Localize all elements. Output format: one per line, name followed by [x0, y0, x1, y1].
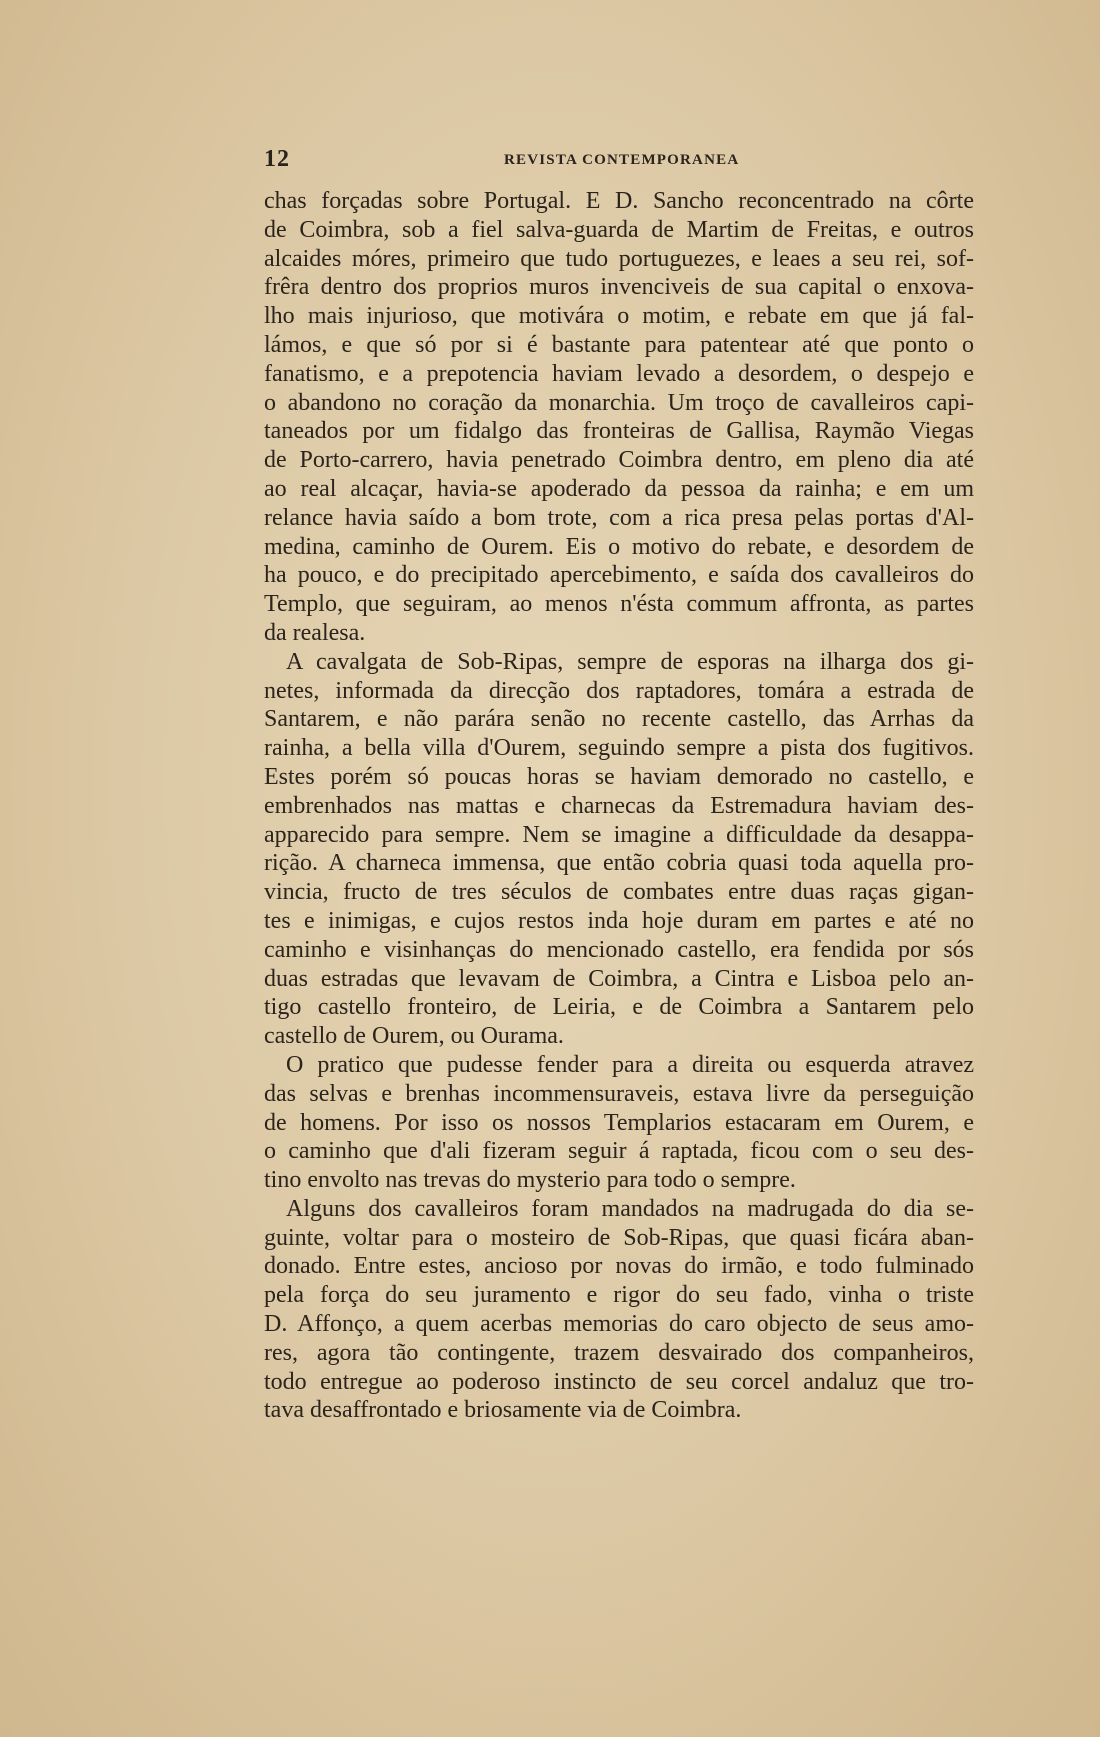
text-line: alcaides móres, primeiro que tudo portuguezes, e leaes a seu rei, sof- — [264, 245, 974, 272]
text-line: da realesa. — [264, 619, 366, 646]
text-line: caminho e visinhanças do mencionado castello, era fendida por sós — [264, 936, 974, 963]
text-line: frêra dentro dos proprios muros invenciveis de sua capital o enxova- — [264, 274, 974, 301]
text-line: de Coimbra, sob a fiel salva-guarda de Martim de Freitas, e outros — [264, 216, 974, 243]
text-line: de homens. Por isso os nossos Templarios estacaram em Ourem, e — [264, 1109, 974, 1136]
text-line: rainha, a bella villa d'Ourem, seguindo sempre a pista dos fugitivos. — [264, 735, 974, 762]
text-line: taneados por um fidalgo das fronteiras de Gallisa, Raymão Viegas — [264, 418, 974, 445]
text-line: D. Affonço, a quem acerbas memorias do caro objecto de seus amo- — [264, 1311, 974, 1338]
text-line: medina, caminho de Ourem. Eis o motivo do rebate, e desordem de — [264, 533, 974, 560]
text-line: pela força do seu juramento e rigor do seu fado, vinha o triste — [264, 1282, 974, 1309]
text-line: o caminho que d'ali fizeram seguir á raptada, ficou com o seu des- — [264, 1138, 974, 1165]
text-line: netes, informada da direcção dos raptadores, tomára a estrada de — [264, 677, 974, 704]
text-line: Santarem, e não parára senão no recente castello, das Arrhas da — [264, 706, 974, 733]
text-line: o abandono no coração da monarchia. Um troço de cavalleiros capi- — [264, 389, 974, 416]
text-line: tava desaffrontado e briosamente via de Coimbra. — [264, 1397, 742, 1424]
page-header — [264, 146, 974, 178]
text-line: donado. Entre estes, ancioso por novas do irmão, e todo fulminado — [264, 1253, 974, 1280]
text-line: rição. A charneca immensa, que então cobria quasi toda aquella pro- — [264, 850, 974, 877]
text-line: duas estradas que levavam de Coimbra, a Cintra e Lisboa pelo an- — [264, 965, 974, 992]
text-line: Estes porém só poucas horas se haviam demorado no castello, e — [264, 763, 974, 790]
text-line: de Porto-carrero, havia penetrado Coimbra dentro, em pleno dia até — [264, 447, 974, 474]
page-number: 12 — [264, 146, 290, 172]
text-line: guinte, voltar para o mosteiro de Sob-Ripas, que quasi ficára aban- — [264, 1224, 974, 1251]
text-line: lámos, e que só por si é bastante para patentear até que ponto o — [264, 331, 974, 358]
text-line: vincia, fructo de tres séculos de combates entre duas raças gigan- — [264, 879, 974, 906]
text-line: relance havia saído a bom trote, com a rica presa pelas portas d'Al- — [264, 504, 974, 531]
body-text — [264, 187, 974, 1425]
text-line: apparecido para sempre. Nem se imagine a difficuldade da desappa- — [264, 821, 974, 848]
text-line: O pratico que pudesse fender para a direita ou esquerda atravez — [286, 1051, 974, 1078]
text-line: tino envolto nas trevas do mysterio para todo o sempre. — [264, 1167, 796, 1194]
text-line: ao real alcaçar, havia-se apoderado da pessoa da rainha; e em um — [264, 475, 974, 502]
text-line: fanatismo, e a prepotencia haviam levado a desordem, o despejo e — [264, 360, 974, 387]
text-line: Alguns dos cavalleiros foram mandados na madrugada do dia se- — [286, 1195, 974, 1222]
text-line: chas forçadas sobre Portugal. E D. Sancho reconcentrado na côrte — [264, 188, 974, 214]
text-line: res, agora tão contingente, trazem desvairado dos companheiros, — [264, 1339, 974, 1366]
text-line: ha pouco, e do precipitado apercebimento, e saída dos cavalleiros do — [264, 562, 974, 589]
text-line: tigo castello fronteiro, de Leiria, e de Coimbra a Santarem pelo — [264, 994, 974, 1021]
text-line: lho mais injurioso, que motivára o motim, e rebate em que já fal- — [264, 303, 974, 330]
text-line: embrenhados nas mattas e charnecas da Estremadura haviam des- — [264, 792, 974, 819]
running-title: REVISTA CONTEMPORANEA — [504, 152, 740, 168]
text-line: Templo, que seguiram, ao menos n'ésta commum affronta, as partes — [264, 591, 974, 618]
text-line: A cavalgata de Sob-Ripas, sempre de esporas na ilharga dos gi- — [286, 648, 974, 675]
text-line: todo entregue ao poderoso instincto de seu corcel andaluz que tro- — [264, 1368, 974, 1395]
text-line: castello de Ourem, ou Ourama. — [264, 1023, 564, 1050]
text-line: tes e inimigas, e cujos restos inda hoje duram em partes e até no — [264, 907, 974, 934]
text-line: das selvas e brenhas incommensuraveis, estava livre da perseguição — [264, 1080, 974, 1107]
